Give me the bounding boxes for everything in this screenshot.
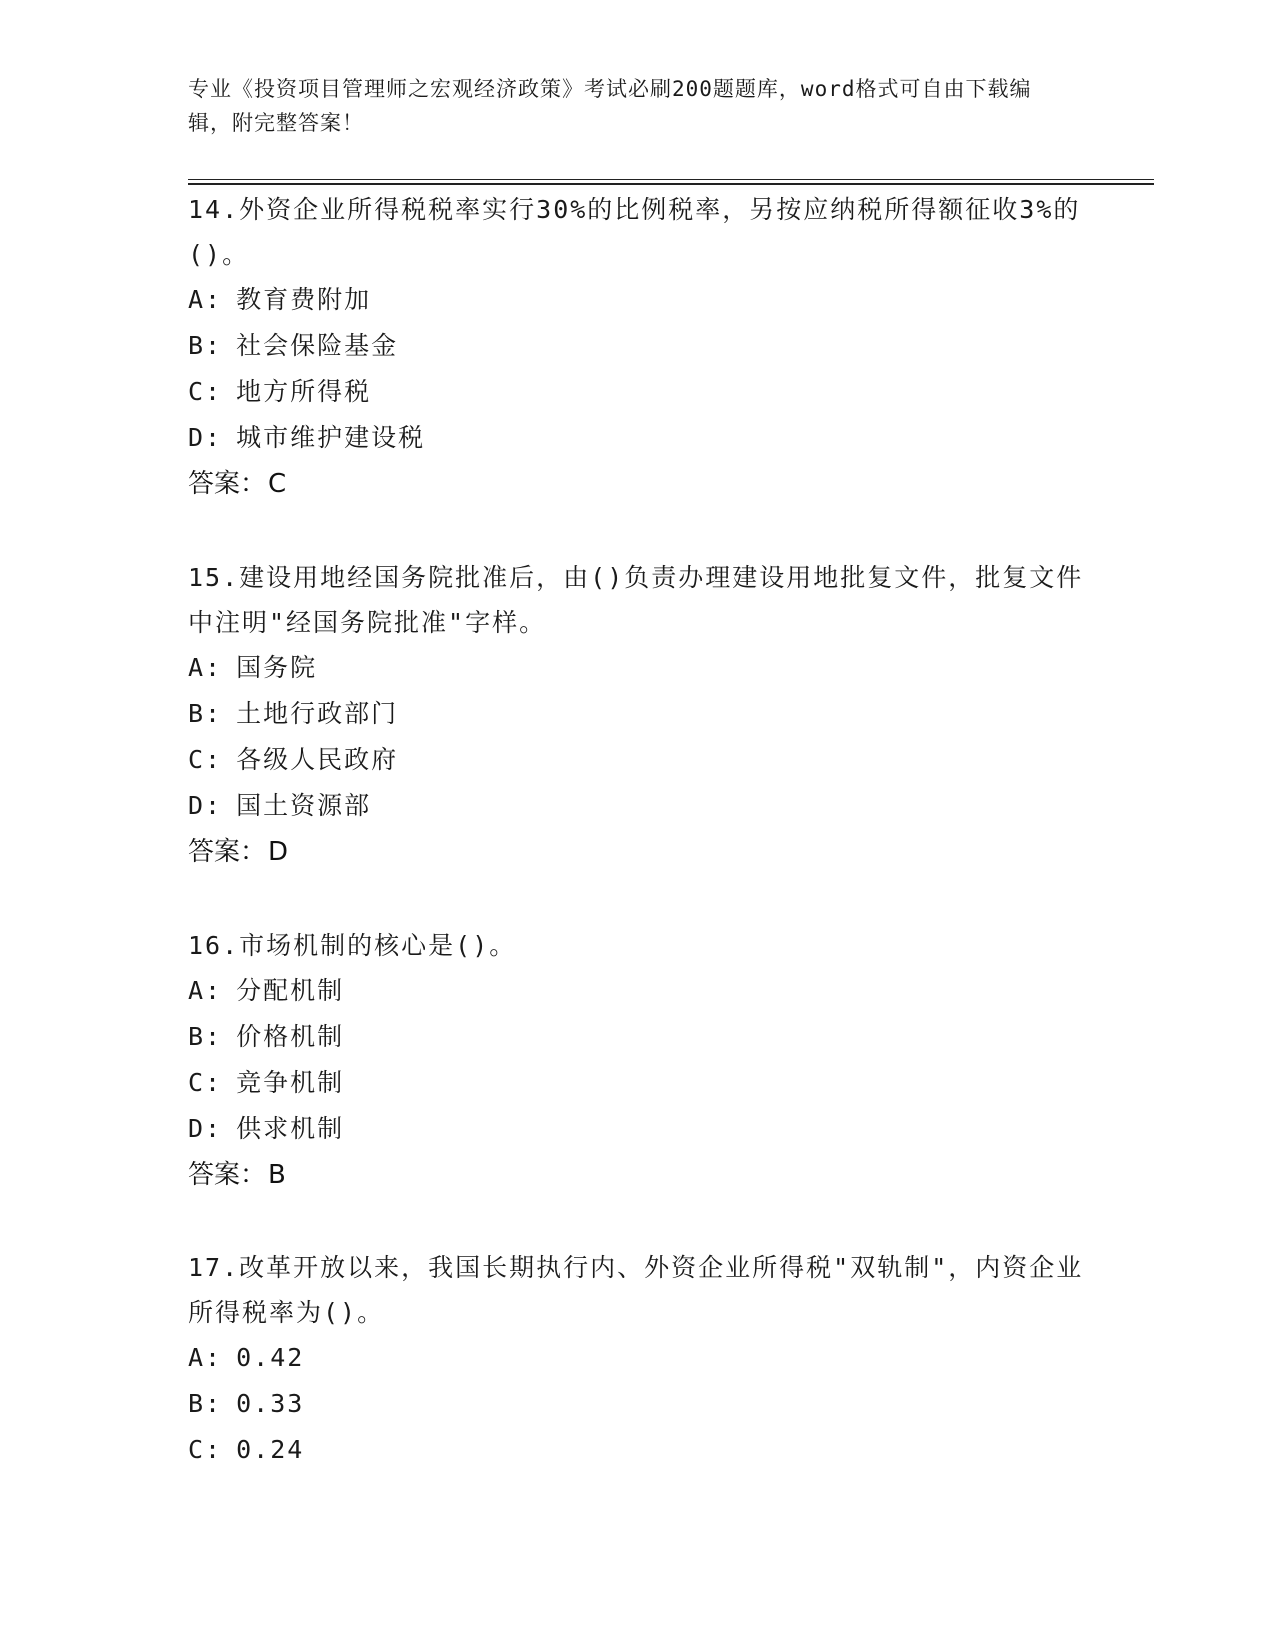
option-key: C: — [188, 1068, 223, 1097]
header-divider-thin — [188, 179, 1154, 180]
option-value: 国务院 — [236, 653, 318, 682]
option-key: B: — [188, 331, 223, 360]
option-key: A: — [188, 976, 223, 1005]
answer-line — [188, 1152, 1088, 1198]
option-key: B: — [188, 699, 223, 728]
option-value: 0.33 — [236, 1389, 305, 1418]
answer-label: 答案： — [188, 469, 267, 499]
option-value: 土地行政部门 — [236, 699, 399, 728]
question-text: 16.市场机制的核心是()。 — [188, 931, 517, 960]
answer-label: 答案： — [188, 837, 267, 867]
question-text: 14.外资企业所得税税率实行30%的比例税率，另按应纳税所得额征收3%的()。 — [188, 195, 1081, 269]
question-14 — [188, 187, 1088, 507]
option-key: A: — [188, 1343, 223, 1372]
answer-value: D — [268, 837, 289, 867]
option-value: 社会保险基金 — [236, 331, 399, 360]
answer-label: 答案： — [188, 1160, 267, 1190]
option-value: 0.42 — [236, 1343, 305, 1372]
option-key: C: — [188, 377, 223, 406]
option-value: 国土资源部 — [236, 791, 372, 820]
question-16 — [188, 923, 1088, 1198]
option-a — [188, 277, 1088, 323]
option-key: C: — [188, 745, 223, 774]
question-17 — [188, 1245, 1088, 1473]
option-value: 价格机制 — [236, 1022, 345, 1051]
option-b — [188, 1381, 1088, 1427]
option-key: D: — [188, 423, 223, 452]
question-text: 15.建设用地经国务院批准后，由()负责办理建设用地批复文件，批复文件中注明"经国务院批准"字样。 — [188, 563, 1084, 637]
option-key: D: — [188, 1114, 223, 1143]
option-value: 竞争机制 — [236, 1068, 345, 1097]
option-key: C: — [188, 1435, 223, 1464]
answer-line — [188, 829, 1088, 875]
option-value: 供求机制 — [236, 1114, 345, 1143]
option-c — [188, 1060, 1088, 1106]
option-b — [188, 691, 1088, 737]
option-c — [188, 737, 1088, 783]
option-d — [188, 1106, 1088, 1152]
option-b — [188, 323, 1088, 369]
option-c — [188, 1427, 1088, 1473]
option-key: D: — [188, 791, 223, 820]
option-value: 城市维护建设税 — [236, 423, 426, 452]
option-key: A: — [188, 653, 223, 682]
option-value: 0.24 — [236, 1435, 305, 1464]
answer-value: B — [268, 1160, 286, 1190]
option-key: A: — [188, 285, 223, 314]
header-divider-thick — [188, 183, 1154, 185]
option-key: B: — [188, 1389, 223, 1418]
option-value: 各级人民政府 — [236, 745, 399, 774]
answer-line — [188, 461, 1088, 507]
document-header: 专业《投资项目管理师之宏观经济政策》考试必刷200题题库，word格式可自由下载编辑，附完整答案！ — [188, 77, 1032, 135]
answer-value: C — [268, 469, 287, 499]
option-c — [188, 369, 1088, 415]
option-value: 地方所得税 — [236, 377, 372, 406]
question-15 — [188, 555, 1088, 875]
option-a — [188, 645, 1088, 691]
option-key: B: — [188, 1022, 223, 1051]
option-a — [188, 1335, 1088, 1381]
question-text: 17.改革开放以来，我国长期执行内、外资企业所得税"双轨制"，内资企业所得税率为()。 — [188, 1253, 1084, 1327]
option-value: 教育费附加 — [236, 285, 372, 314]
option-b — [188, 1014, 1088, 1060]
option-d — [188, 783, 1088, 829]
option-a — [188, 968, 1088, 1014]
option-value: 分配机制 — [236, 976, 345, 1005]
option-d — [188, 415, 1088, 461]
